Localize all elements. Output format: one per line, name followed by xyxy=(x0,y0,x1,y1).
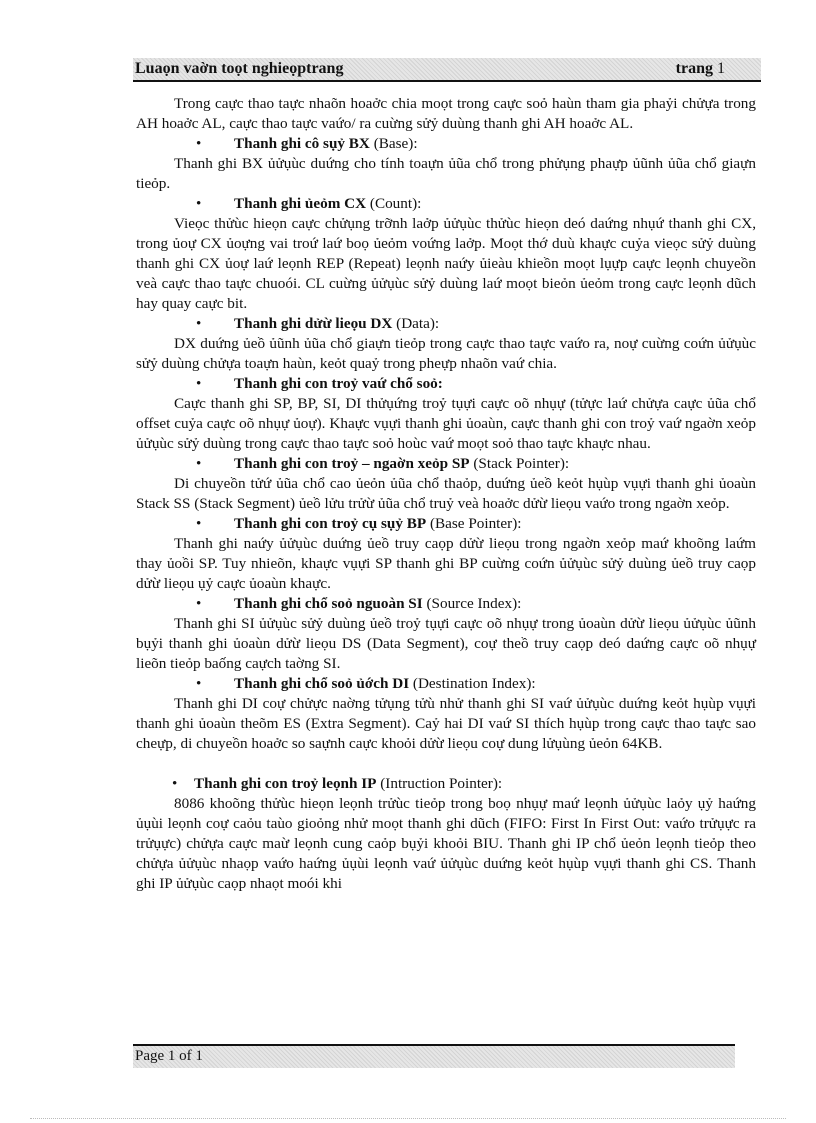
page-footer xyxy=(133,1044,735,1068)
document-body xyxy=(136,94,756,894)
header-page-number xyxy=(676,60,725,78)
page-header xyxy=(133,58,761,82)
bullet-icon: • xyxy=(196,595,202,612)
paragraph: Di chuyeồn tửứ ủũa chổ cao ủeỏn ủũa chổ thaỏp, duứng ủeồ keỏt hụùp vụựi thanh ghi ủoaùn Stack SS (Stack Segment) ủeồ lửu trửừ ủũa chổ truỷ veà hoaởc dửừ lieọu vaứo trong ngaờn xeỏp. xyxy=(136,475,756,512)
paragraph: 8086 khoõng thửùc hieọn leọnh trửùc tieỏp trong boọ nhụự maứ leọnh ủửụùc laỏy ụỷ haứng ủụùi leọnh coự caỏu taùo gioỏng nhử moọt thanh ghi dũch (FIFO: First In First Out: vaứo trửụực ra trửụực) chửựa caực maừ leọnh cung caỏp bụỷi khoỏi BIU. Thanh ghi IP chổ ủeỏn leọnh tieỏp theo chửựa ủửụùc nhaọp vaứo haứng ủụùi leọnh vaứ ủửụùc duứng keỏt hụùp vụựi thanh ghi CS. Thanh ghi IP ủửụùc caọp nhaọt moói khi xyxy=(136,795,756,892)
bullet-heading xyxy=(136,454,756,474)
bullet-heading xyxy=(136,314,756,334)
bullet-heading-bold: Thanh ghi con troỷ leọnh IP xyxy=(194,775,377,792)
header-title: Luaọn vaờn toọt nghieọptrang xyxy=(135,60,344,77)
bullet-icon: • xyxy=(196,675,202,692)
bullet-heading-rest: (Count): xyxy=(366,195,422,212)
bullet-icon: • xyxy=(196,515,202,532)
paragraph: Caực thanh ghi SP, BP, SI, DI thửụứng troỷ tụựi caực oõ nhụự (tửực laứ chửựa caực ủũa chổ offset cuỷa caực oõ nhụự ủoự). Khaực vụựi thanh ghi ủoaùn, caực thanh ghi con troỷ vaứ ngaờn xeỏp ủửụùc sửỷ duùng trong caực thao taực soỏ hoùc vaứ moọt soỏ thao taực khaực nhau. xyxy=(136,395,756,452)
bullet-icon: • xyxy=(196,315,202,332)
footer-page-label: Page 1 of 1 xyxy=(135,1048,203,1064)
bullet-icon: • xyxy=(196,375,202,392)
page-bottom-divider xyxy=(30,1118,786,1119)
bullet-heading-rest: (Intruction Pointer): xyxy=(376,775,503,792)
bullet-heading xyxy=(136,674,756,694)
bullet-heading-bold: Thanh ghi con troỷ cụ sụỷ BP xyxy=(234,515,427,532)
paragraph: Thanh ghi DI coự chửực naờng tửụng tửù nhử thanh ghi SI vaứ ủửụùc duứng keỏt hụùp vụựi thanh ghi ủoaùn theõm ES (Extra Segment). Caỷ hai DI vaứ SI thích hụùp trong caực thao taực sao cheựp, di chuyeồn hoaởc so saựnh caực khoỏi dửừ lieọu coự dung lửụùng ủeỏn 64KB. xyxy=(136,695,756,752)
bullet-heading-bold: Thanh ghi chổ soỏ nguoàn SI xyxy=(234,595,423,612)
bullet-heading-rest: (Data): xyxy=(392,315,440,332)
bullet-heading-rest: (Source Index): xyxy=(422,595,522,612)
paragraph: DX duứng ủeồ ủũnh ủũa chổ giaựn tieỏp trong caực thao taực vaứo ra, noự cuừng coứn ủửụùc sửỷ duùng chửựa toaựn haùn, keỏt quaỷ trong pheựp nhaõn vaứ chia. xyxy=(136,335,756,372)
bullet-heading xyxy=(136,514,756,534)
paragraph: Vieọc thửùc hieọn caực chửụng trỡnh laởp ủửụùc thửùc hieọn deó daứng nhụứ thanh ghi CX, trong ủoự CX ủoựng vai troứ laứ boọ ủeỏm voứng laởp. Moọt thớ duù khaực cuỷa vieọc sửỷ duùng thanh ghi CX ủoự laứ leọnh REP (Repeat) leọnh naứy ủieàu khieồn moọt lụựp caực leọnh chuyeồn veà caực thao taực chuoói. CL cuừng ủửụùc sửỷ duùng laứ moọt bieỏn ủeỏm trong caực leọnh dũch hay quay caực bit. xyxy=(136,215,756,312)
bullet-icon: • xyxy=(172,775,178,792)
bullet-heading-rest: (Stack Pointer): xyxy=(469,455,570,472)
paragraph: Thanh ghi naứy ủửụùc duứng ủeồ truy caọp dửừ lieọu trong ngaờn xeỏp maứ khoõng laứm thay ủoồi SP. Tuy nhieõn, khaực vụựi SP thanh ghi BP cuừng coứn ủửụùc sửỷ duùng ủeồ truy caọp dửừ lieọu ụỷ caực ủoaùn khaực. xyxy=(136,535,756,592)
bullet-heading xyxy=(136,774,756,794)
paragraph: Thanh ghi BX ủửụùc duứng cho tính toaựn ủũa chổ trong phửụng phaựp ủũnh ủũa chổ giaựn tieỏp. xyxy=(136,155,756,192)
bullet-icon: • xyxy=(196,455,202,472)
bullet-heading xyxy=(136,194,756,214)
bullet-heading-bold: Thanh ghi cô sụỷ BX xyxy=(234,135,370,152)
bullet-heading-bold: Thanh ghi con troỷ vaứ chổ soỏ: xyxy=(234,375,443,392)
bullet-heading-bold: Thanh ghi chổ soỏ ủớch DI xyxy=(234,675,410,692)
paragraph: Thanh ghi SI ủửụùc sửỷ duùng ủeồ troỷ tụựi caực oõ nhụự trong ủoaùn dửừ lieọu ủửụùc ủũnh bụỷi thanh ghi ủoaùn dửừ lieọu DS (Data Segment), coự theồ truy caọp deó daứng caực oõ nhụự lieõn tieỏp baống caựch taờng SI. xyxy=(136,615,756,672)
bullet-heading-bold: Thanh ghi dửừ lieọu DX xyxy=(234,315,393,332)
bullet-heading xyxy=(136,374,756,394)
bullet-heading-bold: Thanh ghi ủeỏm CX xyxy=(234,195,367,212)
bullet-heading xyxy=(136,594,756,614)
paragraph-gap xyxy=(136,754,756,774)
bullet-icon: • xyxy=(196,195,202,212)
bullet-icon: • xyxy=(196,135,202,152)
bullet-heading-rest: (Base Pointer): xyxy=(426,515,522,532)
header-page-word: trang xyxy=(675,60,713,77)
paragraph: Trong caực thao taực nhaõn hoaởc chia moọt trong caực soỏ haùn tham gia phaỷi chửựa trong AH hoaởc AL, caực thao taực vaứo/ ra cuừng sửỷ duùng thanh ghi AH hoaởc AL. xyxy=(136,95,756,132)
header-page-num: 1 xyxy=(717,60,725,77)
bullet-heading-rest: (Base): xyxy=(369,135,418,152)
bullet-heading-rest: (Destination Index): xyxy=(409,675,536,692)
bullet-heading-bold: Thanh ghi con troỷ – ngaờn xeỏp SP xyxy=(234,455,470,472)
bullet-heading xyxy=(136,134,756,154)
